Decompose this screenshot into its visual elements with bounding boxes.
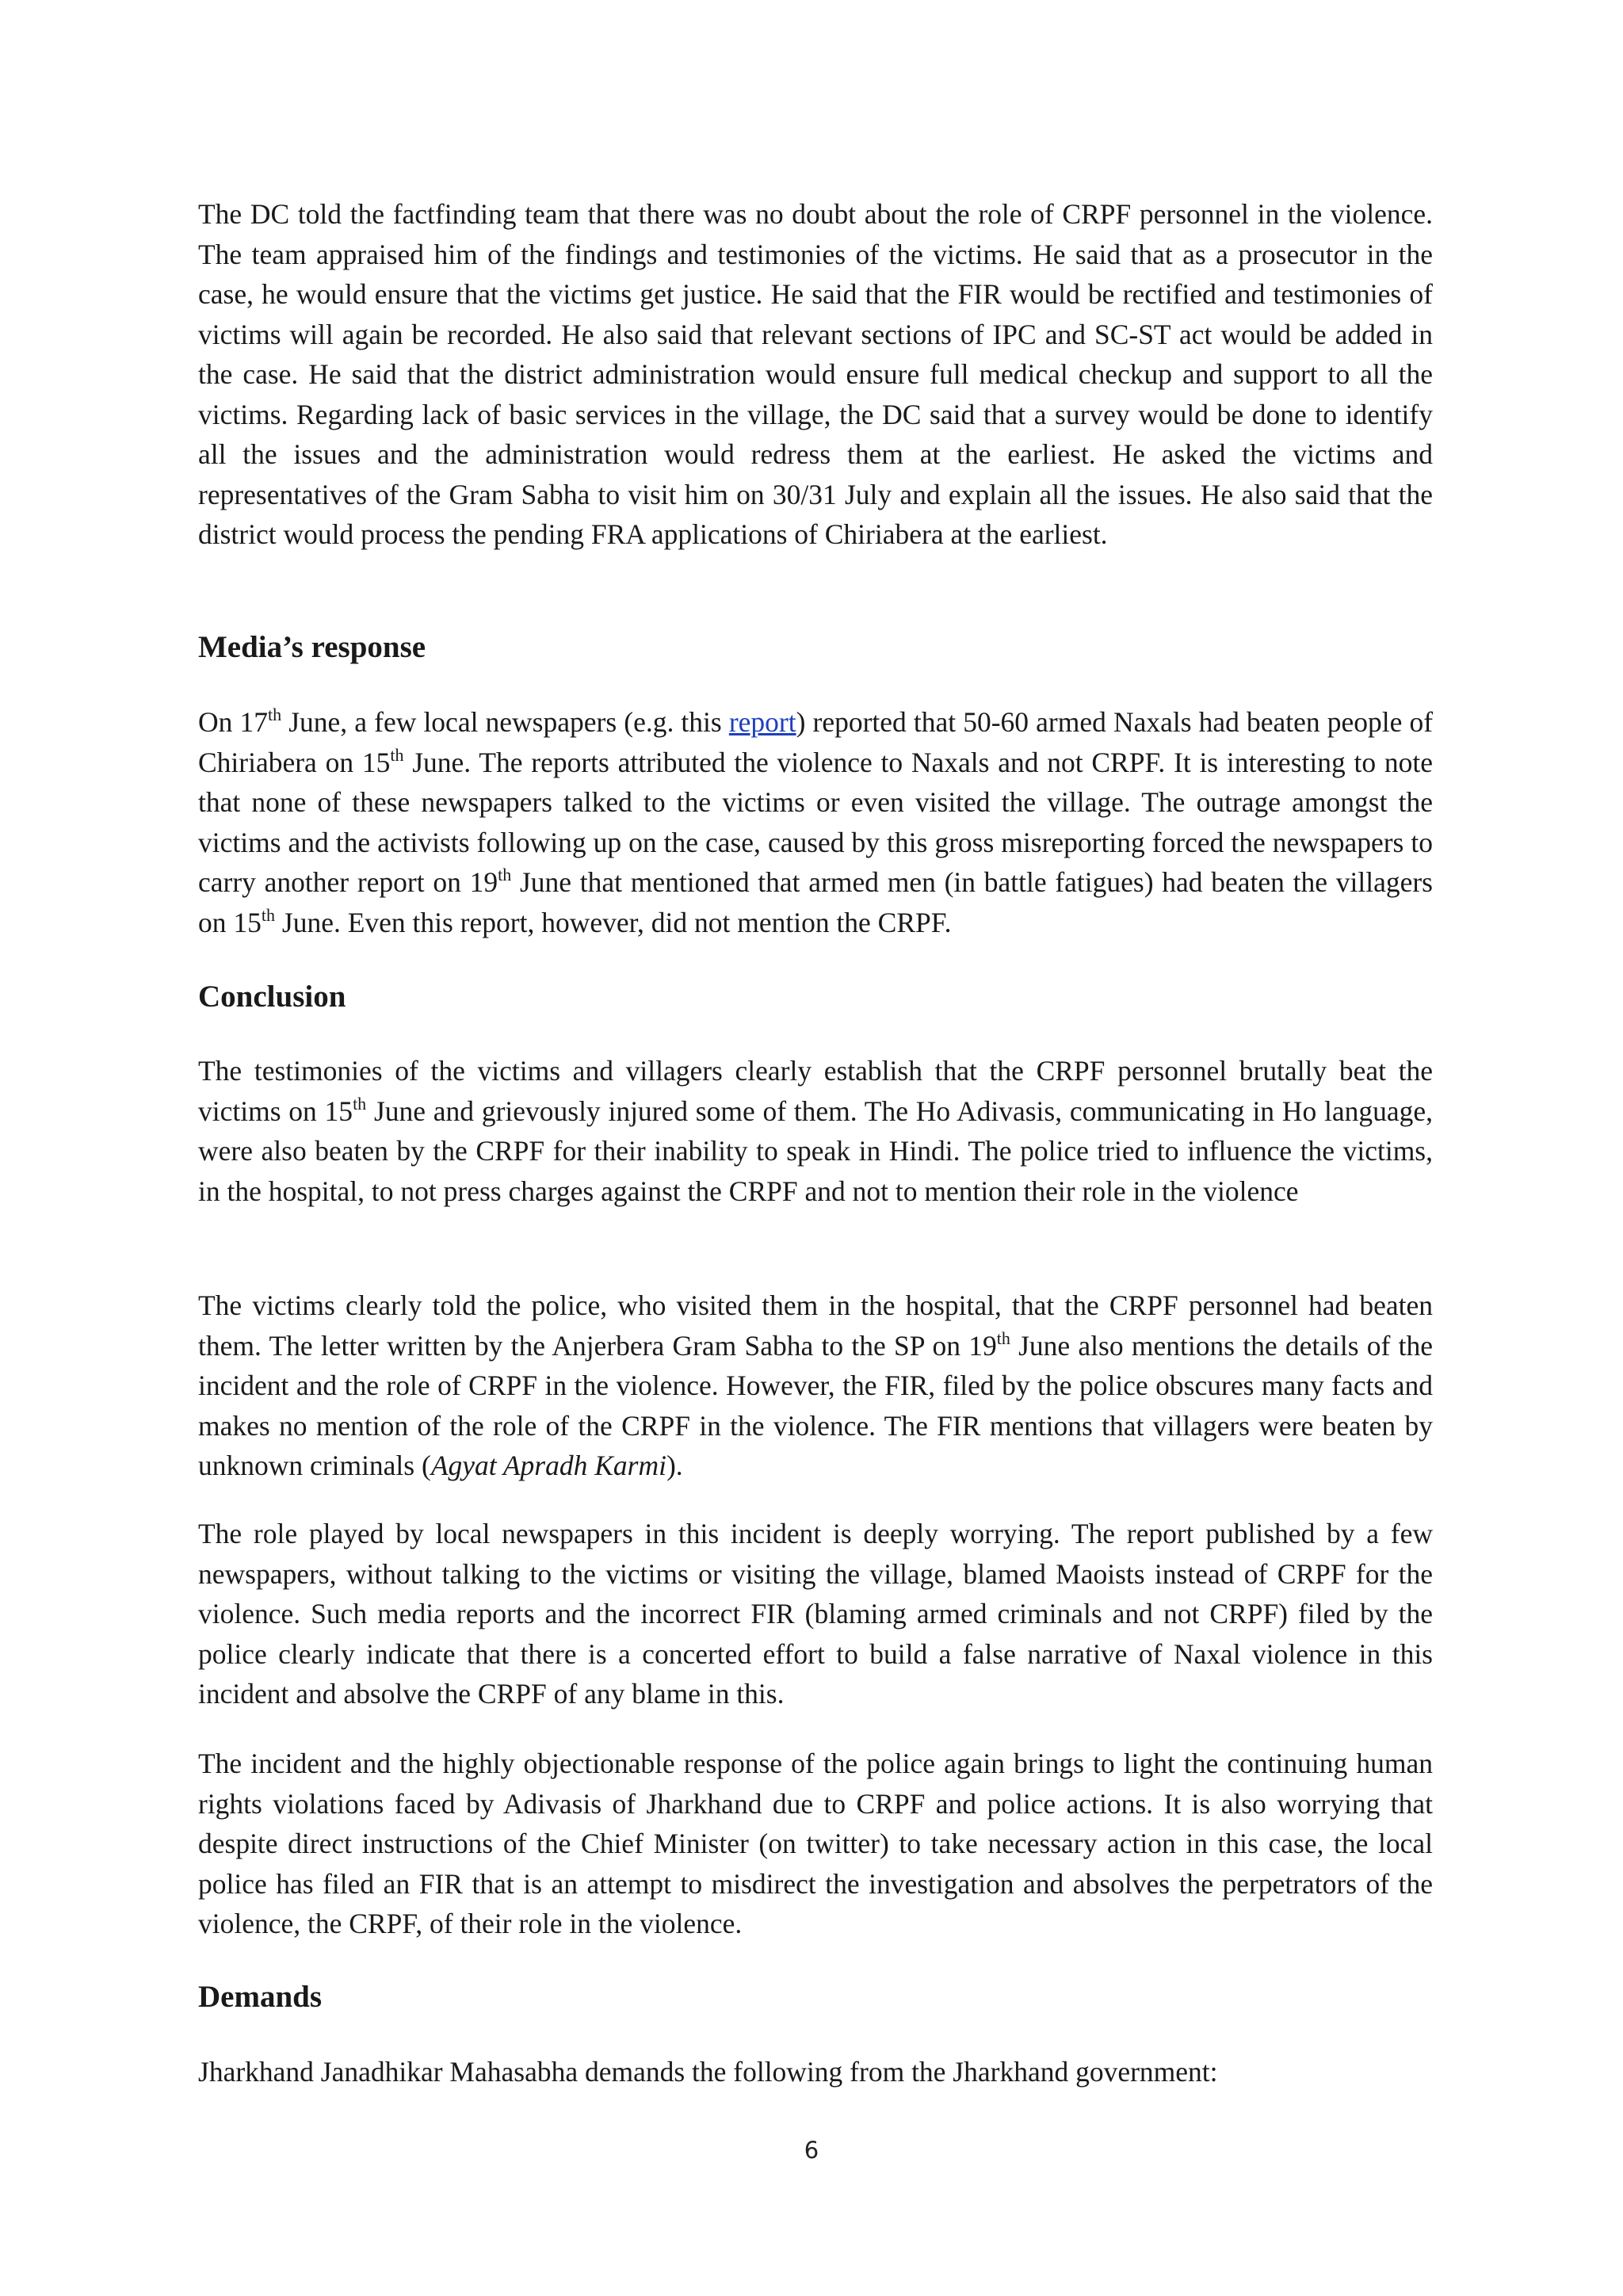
page-number: 6	[804, 2137, 819, 2164]
paragraph-conclusion-4: The incident and the highly objectionable response of the police again brings to light the continuing human rights violations faced by Adivasis of Jharkhand due to CRPF and police actions. It is also worrying that despite direct instructions of the Chief Minister (on twitter) to take necessary action in this case, the local police has filed an FIR that is an attempt to misdirect the investigation and absolves the perpetrators of the violence, the CRPF, of their role in the violence.	[198, 1748, 1433, 1939]
heading-media-response: Media’s response	[198, 630, 426, 664]
paragraph-conclusion-2: The victims clearly told the police, who visited them in the hospital, that the CRPF personnel had beaten them. The letter written by the Anjerbera Gram Sabha to the SP on 19th June also mentions the details of the incident and the role of CRPF in the violence. However, the FIR, filed by the police obscures many facts and makes no mention of the role of the CRPF in the violence. The FIR mentions that villagers were beaten by unknown criminals (Agyat Apradh Karmi).	[198, 1289, 1433, 1481]
paragraph-conclusion-1: The testimonies of the victims and villagers clearly establish that the CRPF personnel brutally beat the victims on 15th June and grievously injured some of them. The Ho Adivasis, communicating in Ho language, were also beaten by the CRPF for their inability to speak in Hindi. The police tried to influence the victims, in the hospital, to not press charges against the CRPF and not to mention their role in the violence	[198, 1055, 1433, 1207]
paragraph-conclusion-3: The role played by local newspapers in this incident is deeply worrying. The report published by a few newspapers, without talking to the victims or visiting the village, blamed Maoists instead of CRPF for the violence. Such media reports and the incorrect FIR (blaming armed criminals and not CRPF) filed by the police clearly indicate that there is a concerted effort to build a false narrative of Naxal violence in this incident and absolve the CRPF of any blame in this.	[198, 1518, 1433, 1710]
paragraph-dc-meeting: The DC told the factfinding team that there was no doubt about the role of CRPF personnel in the violence. The team appraised him of the findings and testimonies of the victims. He said that as a prosecutor in the case, he would ensure that the victims get justice. He said that the FIR would be rectified and testimonies of victims will again be recorded. He also said that relevant sections of IPC and SC-ST act would be added in the case. He said that the district administration would ensure full medical checkup and support to all the victims. Regarding lack of basic services in the village, the DC said that a survey would be done to identify all the issues and the administration would redress them at the earliest. He asked the victims and representatives of the Gram Sabha to visit him on 30/31 July and explain all the issues. He also said that the district would process the pending FRA applications of Chiriabera at the earliest.	[198, 198, 1433, 550]
heading-demands: Demands	[198, 1980, 323, 2014]
heading-conclusion: Conclusion	[198, 980, 346, 1014]
paragraph-demands-intro: Jharkhand Janadhikar Mahasabha demands the following from the Jharkhand government:	[198, 2056, 1218, 2088]
paragraph-media-response: On 17th June, a few local newspapers (e.g. this report) reported that 50-60 armed Naxals had beaten people of Chiriabera on 15th June. The reports attributed the violence to Naxals and not CRPF. It is interesting to note that none of these newspapers talked to the victims or even visited the village. The outrage amongst the victims and the activists following up on the case, caused by this gross misreporting forced the newspapers to carry another report on 19th June that mentioned that armed men (in battle fatigues) had beaten the villagers on 15th June. Even this report, however, did not mention the CRPF.	[198, 705, 1434, 938]
report-link[interactable]: report	[728, 706, 796, 738]
